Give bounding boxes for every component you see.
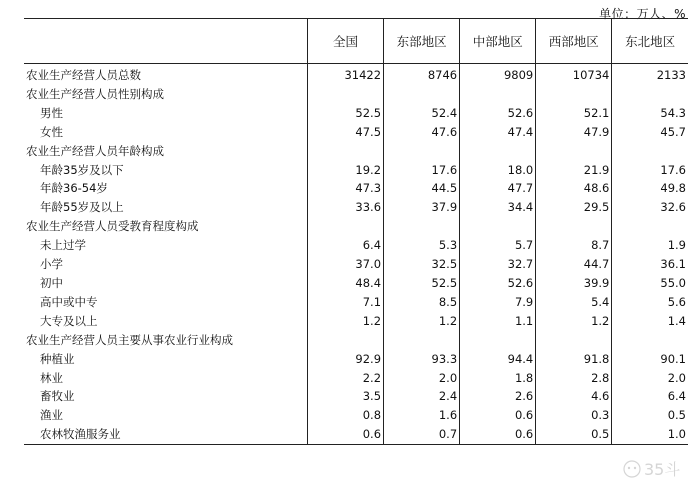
cell-value xyxy=(612,142,688,161)
table-header-row xyxy=(24,19,688,64)
row-label: 男性 xyxy=(40,105,63,120)
cell-value: 37.9 xyxy=(384,198,460,217)
cell-value: 32.6 xyxy=(612,198,688,217)
cell-value xyxy=(384,85,460,104)
cell-value: 1.2 xyxy=(384,312,460,331)
cell-value: 5.4 xyxy=(536,293,612,312)
cell-value: 34.4 xyxy=(460,198,536,217)
cell-value xyxy=(612,217,688,236)
cell-value: 47.6 xyxy=(384,123,460,142)
cell-value xyxy=(460,85,536,104)
row-label: 年龄55岁及以上 xyxy=(40,200,124,215)
cell-value: 91.8 xyxy=(536,350,612,369)
cell-value: 90.1 xyxy=(612,350,688,369)
table-row xyxy=(24,198,688,217)
cell-value: 52.6 xyxy=(460,104,536,123)
cell-value: 2.8 xyxy=(536,369,612,388)
cell-value: 45.7 xyxy=(612,123,688,142)
row-label: 种植业 xyxy=(40,351,75,366)
cell-value: 3.5 xyxy=(307,387,383,406)
row-label: 小学 xyxy=(40,257,63,272)
cell-value: 1.6 xyxy=(384,406,460,425)
cell-value: 18.0 xyxy=(460,161,536,180)
cell-value: 8.5 xyxy=(384,293,460,312)
table-row xyxy=(24,369,688,388)
section-row xyxy=(24,142,688,161)
cell-value: 19.2 xyxy=(307,161,383,180)
cell-value xyxy=(536,217,612,236)
row-label: 农业生产经营人员主要从事农业行业构成 xyxy=(26,332,233,347)
row-label: 农业生产经营人员性别构成 xyxy=(26,86,164,101)
cell-value: 17.6 xyxy=(384,161,460,180)
cell-value: 2133 xyxy=(612,64,688,85)
cell-value: 10734 xyxy=(536,64,612,85)
table-row xyxy=(24,406,688,425)
section-row xyxy=(24,64,688,85)
table-row xyxy=(24,161,688,180)
cell-value: 7.1 xyxy=(307,293,383,312)
cell-value: 2.4 xyxy=(384,387,460,406)
cell-value: 47.5 xyxy=(307,123,383,142)
cell-value: 47.7 xyxy=(460,179,536,198)
cell-value: 5.3 xyxy=(384,236,460,255)
cell-value: 1.4 xyxy=(612,312,688,331)
table-row xyxy=(24,104,688,123)
section-row xyxy=(24,85,688,104)
cell-value: 37.0 xyxy=(307,255,383,274)
cell-value: 17.6 xyxy=(612,161,688,180)
table-row xyxy=(24,350,688,369)
header-central: 中部地区 xyxy=(460,19,536,64)
cell-value: 93.3 xyxy=(384,350,460,369)
cell-value: 2.0 xyxy=(612,369,688,388)
cell-value: 32.7 xyxy=(460,255,536,274)
cell-value: 44.5 xyxy=(384,179,460,198)
cell-value: 39.9 xyxy=(536,274,612,293)
watermark-text: 35斗 xyxy=(644,460,681,479)
cell-value xyxy=(536,331,612,350)
cell-value xyxy=(384,217,460,236)
row-label: 年龄36-54岁 xyxy=(40,181,108,196)
table-row xyxy=(24,312,688,331)
header-national: 全国 xyxy=(307,19,383,64)
cell-value xyxy=(612,331,688,350)
cell-value: 2.6 xyxy=(460,387,536,406)
cell-value: 32.5 xyxy=(384,255,460,274)
cell-value: 52.5 xyxy=(307,104,383,123)
cell-value: 52.1 xyxy=(536,104,612,123)
header-corner xyxy=(24,19,307,64)
row-label: 女性 xyxy=(40,124,63,139)
cell-value: 0.5 xyxy=(612,406,688,425)
table-body xyxy=(24,64,688,445)
cell-value: 6.4 xyxy=(307,236,383,255)
row-label: 高中或中专 xyxy=(40,294,98,309)
cell-value: 47.9 xyxy=(536,123,612,142)
cell-value xyxy=(612,85,688,104)
cell-value: 4.6 xyxy=(536,387,612,406)
cell-value: 36.1 xyxy=(612,255,688,274)
row-label: 林业 xyxy=(40,370,63,385)
table-row xyxy=(24,387,688,406)
cell-value: 1.0 xyxy=(612,425,688,444)
cell-value: 2.2 xyxy=(307,369,383,388)
cell-value: 0.6 xyxy=(307,425,383,444)
row-label: 初中 xyxy=(40,275,63,290)
header-northeast: 东北地区 xyxy=(612,19,688,64)
table-row xyxy=(24,255,688,274)
cell-value xyxy=(460,217,536,236)
cell-value: 1.2 xyxy=(536,312,612,331)
row-label: 农业生产经营人员年龄构成 xyxy=(26,143,164,158)
cell-value xyxy=(460,331,536,350)
table-row xyxy=(24,274,688,293)
cell-value xyxy=(307,217,383,236)
section-row xyxy=(24,331,688,350)
cell-value: 1.8 xyxy=(460,369,536,388)
cell-value: 0.5 xyxy=(536,425,612,444)
cell-value: 33.6 xyxy=(307,198,383,217)
cell-value: 0.8 xyxy=(307,406,383,425)
row-label: 农林牧渔服务业 xyxy=(24,425,307,444)
cell-value: 0.6 xyxy=(460,425,536,444)
cell-value: 49.8 xyxy=(612,179,688,198)
cell-value: 8.7 xyxy=(536,236,612,255)
cell-value: 0.3 xyxy=(536,406,612,425)
cell-value xyxy=(536,142,612,161)
cell-value: 47.4 xyxy=(460,123,536,142)
cell-value: 9809 xyxy=(460,64,536,85)
cell-value: 54.3 xyxy=(612,104,688,123)
cell-value: 0.6 xyxy=(460,406,536,425)
watermark-logo xyxy=(622,449,684,483)
cell-value: 94.4 xyxy=(460,350,536,369)
cell-value: 0.7 xyxy=(384,425,460,444)
statistics-table xyxy=(24,18,688,445)
unit-label: 单位：万人、% xyxy=(599,7,686,21)
header-east: 东部地区 xyxy=(384,19,460,64)
table-row xyxy=(24,425,688,444)
watermark-bubble-icon xyxy=(624,461,640,477)
row-label: 农业生产经营人员总数 xyxy=(26,68,141,82)
cell-value: 52.6 xyxy=(460,274,536,293)
cell-value: 92.9 xyxy=(307,350,383,369)
cell-value: 8746 xyxy=(384,64,460,85)
cell-value: 55.0 xyxy=(612,274,688,293)
row-label: 畜牧业 xyxy=(40,389,75,404)
row-label: 年龄35岁及以下 xyxy=(40,162,124,177)
table-row xyxy=(24,123,688,142)
cell-value: 5.6 xyxy=(612,293,688,312)
header-west: 西部地区 xyxy=(536,19,612,64)
cell-value: 1.2 xyxy=(307,312,383,331)
cell-value: 52.5 xyxy=(384,274,460,293)
row-label: 未上过学 xyxy=(40,238,86,253)
cell-value: 2.0 xyxy=(384,369,460,388)
row-label: 渔业 xyxy=(40,408,63,423)
cell-value: 44.7 xyxy=(536,255,612,274)
cell-value: 5.7 xyxy=(460,236,536,255)
cell-value: 31422 xyxy=(307,64,383,85)
cell-value: 48.6 xyxy=(536,179,612,198)
cell-value xyxy=(384,142,460,161)
cell-value xyxy=(384,331,460,350)
cell-value xyxy=(307,331,383,350)
cell-value xyxy=(536,85,612,104)
cell-value: 7.9 xyxy=(460,293,536,312)
cell-value: 21.9 xyxy=(536,161,612,180)
cell-value: 48.4 xyxy=(307,274,383,293)
row-label: 大专及以上 xyxy=(40,313,98,328)
cell-value: 52.4 xyxy=(384,104,460,123)
cell-value: 1.1 xyxy=(460,312,536,331)
cell-value: 1.9 xyxy=(612,236,688,255)
table-row xyxy=(24,236,688,255)
table-row xyxy=(24,293,688,312)
table-row xyxy=(24,179,688,198)
cell-value xyxy=(307,142,383,161)
cell-value xyxy=(307,85,383,104)
cell-value: 47.3 xyxy=(307,179,383,198)
cell-value: 6.4 xyxy=(612,387,688,406)
section-row xyxy=(24,217,688,236)
cell-value: 29.5 xyxy=(536,198,612,217)
row-label: 农业生产经营人员受教育程度构成 xyxy=(26,219,199,234)
cell-value xyxy=(460,142,536,161)
